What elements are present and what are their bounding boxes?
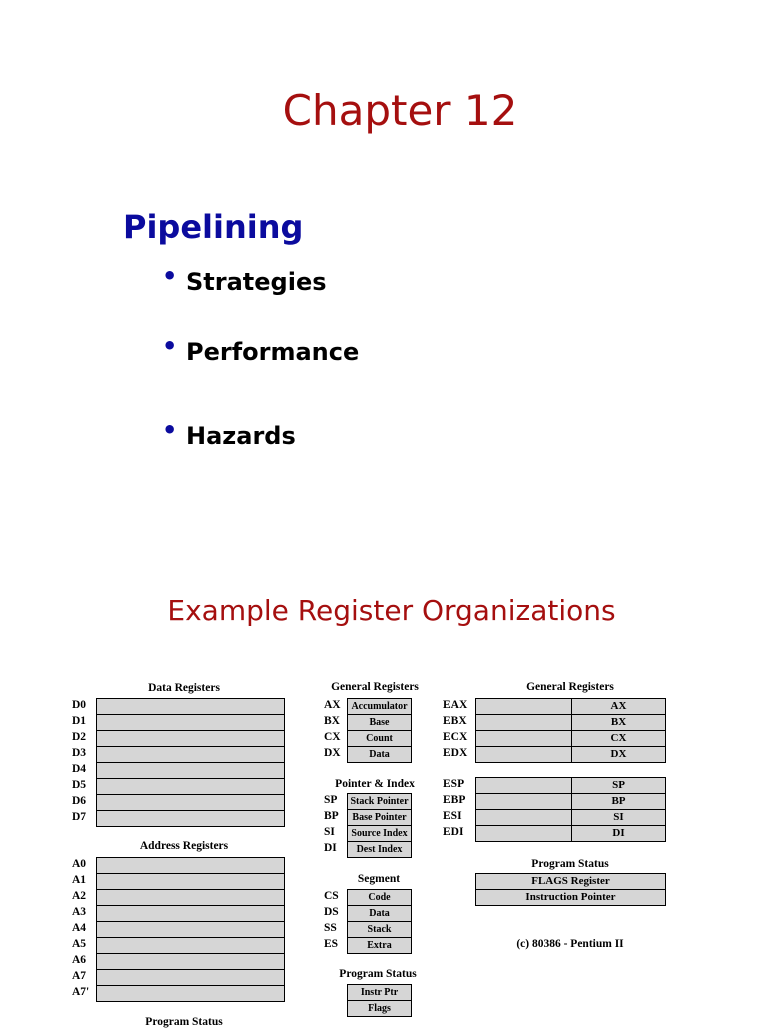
register-label: EBP	[443, 794, 466, 806]
slide-title: Chapter 12	[282, 86, 518, 135]
register-cell: Stack Pointer	[347, 793, 412, 810]
register-high-half	[475, 714, 572, 731]
status-register-cell: FLAGS Register	[475, 873, 666, 890]
register-label: D2	[72, 731, 87, 743]
bullet-dot-icon: •	[162, 332, 178, 360]
register-high-half	[475, 698, 572, 715]
register-box	[96, 857, 285, 874]
register-cell: Base Pointer	[347, 809, 412, 826]
section-heading: Pipelining	[123, 208, 304, 246]
register-low-half: CX	[571, 730, 666, 747]
register-cell: Count	[347, 730, 412, 747]
register-cell: Code	[347, 889, 412, 906]
register-low-half: BX	[571, 714, 666, 731]
register-label: DX	[324, 747, 341, 759]
register-label: D1	[72, 715, 87, 727]
status-register-cell: Flags	[347, 1000, 412, 1017]
bullet-dot-icon: •	[162, 262, 178, 290]
register-box	[96, 905, 285, 922]
register-label: A5	[72, 938, 87, 950]
register-low-half: DX	[571, 746, 666, 763]
register-box	[96, 810, 285, 827]
register-label: DI	[324, 842, 337, 854]
register-cell: Base	[347, 714, 412, 731]
register-label: EDI	[443, 826, 464, 838]
register-cell: Dest Index	[347, 841, 412, 858]
register-high-half	[475, 809, 572, 826]
register-high-half	[475, 730, 572, 747]
register-label: ESP	[443, 778, 465, 790]
register-label: ECX	[443, 731, 468, 743]
register-label: A2	[72, 890, 87, 902]
register-box	[96, 746, 285, 763]
register-label: A3	[72, 906, 87, 918]
diagram-subtitle: Example Register Organizations	[167, 594, 616, 627]
register-label: SS	[324, 922, 337, 934]
register-cell: Data	[347, 905, 412, 922]
diagram-caption: (c) 80386 - Pentium II	[516, 938, 624, 950]
register-label: AX	[324, 699, 341, 711]
register-low-half: SP	[571, 777, 666, 794]
register-label: EBX	[443, 715, 467, 727]
register-cell: Source Index	[347, 825, 412, 842]
register-cell: Accumulator	[347, 698, 412, 715]
bullet-text: Hazards	[186, 422, 296, 450]
register-high-half	[475, 825, 572, 842]
register-label: A4	[72, 922, 87, 934]
col2-pointer-header: Pointer & Index	[335, 778, 415, 790]
register-box	[96, 762, 285, 779]
register-label: D3	[72, 747, 87, 759]
col2-general-header: General Registers	[331, 681, 419, 693]
col3-general-header: General Registers	[526, 681, 614, 693]
register-cell: Data	[347, 746, 412, 763]
col2-segment-header: Segment	[357, 873, 401, 885]
register-label: A6	[72, 954, 87, 966]
register-label: D7	[72, 811, 87, 823]
register-label: ES	[324, 938, 339, 950]
register-low-half: DI	[571, 825, 666, 842]
register-box	[96, 794, 285, 811]
register-cell: Extra	[347, 937, 412, 954]
register-box	[96, 889, 285, 906]
register-label: A1	[72, 874, 87, 886]
register-label: SP	[324, 794, 338, 806]
register-label: CX	[324, 731, 341, 743]
register-label: A7	[72, 970, 87, 982]
register-low-half: AX	[571, 698, 666, 715]
register-box	[96, 969, 285, 986]
bullet-text: Strategies	[186, 268, 327, 296]
register-box	[96, 730, 285, 747]
status-register-cell: Instr Ptr	[347, 984, 412, 1001]
register-box	[96, 714, 285, 731]
register-label: EAX	[443, 699, 468, 711]
register-box	[96, 937, 285, 954]
register-label: BX	[324, 715, 340, 727]
col2-status-header: Program Status	[339, 968, 417, 980]
register-box	[96, 873, 285, 890]
register-label: DS	[324, 906, 339, 918]
register-low-half: BP	[571, 793, 666, 810]
bullet-dot-icon: •	[162, 416, 178, 444]
register-label: A0	[72, 858, 87, 870]
register-label: SI	[324, 826, 335, 838]
register-box	[96, 698, 285, 715]
register-high-half	[475, 777, 572, 794]
register-box	[96, 778, 285, 795]
register-label: D0	[72, 699, 87, 711]
address-registers-header: Address Registers	[139, 840, 229, 852]
register-high-half	[475, 793, 572, 810]
register-label: CS	[324, 890, 339, 902]
register-label: A7'	[72, 986, 90, 998]
register-label: BP	[324, 810, 339, 822]
register-box	[96, 985, 285, 1002]
bullet-text: Performance	[186, 338, 360, 366]
register-label: EDX	[443, 747, 468, 759]
register-high-half	[475, 746, 572, 763]
register-low-half: SI	[571, 809, 666, 826]
data-registers-header: Data Registers	[148, 682, 220, 694]
register-box	[96, 953, 285, 970]
register-label: D6	[72, 795, 87, 807]
col3-status-header: Program Status	[531, 858, 609, 870]
col1-program-status-header: Program Status	[145, 1016, 223, 1028]
register-cell: Stack	[347, 921, 412, 938]
register-label: D4	[72, 763, 87, 775]
status-register-cell: Instruction Pointer	[475, 889, 666, 906]
register-label: D5	[72, 779, 87, 791]
register-label: ESI	[443, 810, 462, 822]
register-box	[96, 921, 285, 938]
